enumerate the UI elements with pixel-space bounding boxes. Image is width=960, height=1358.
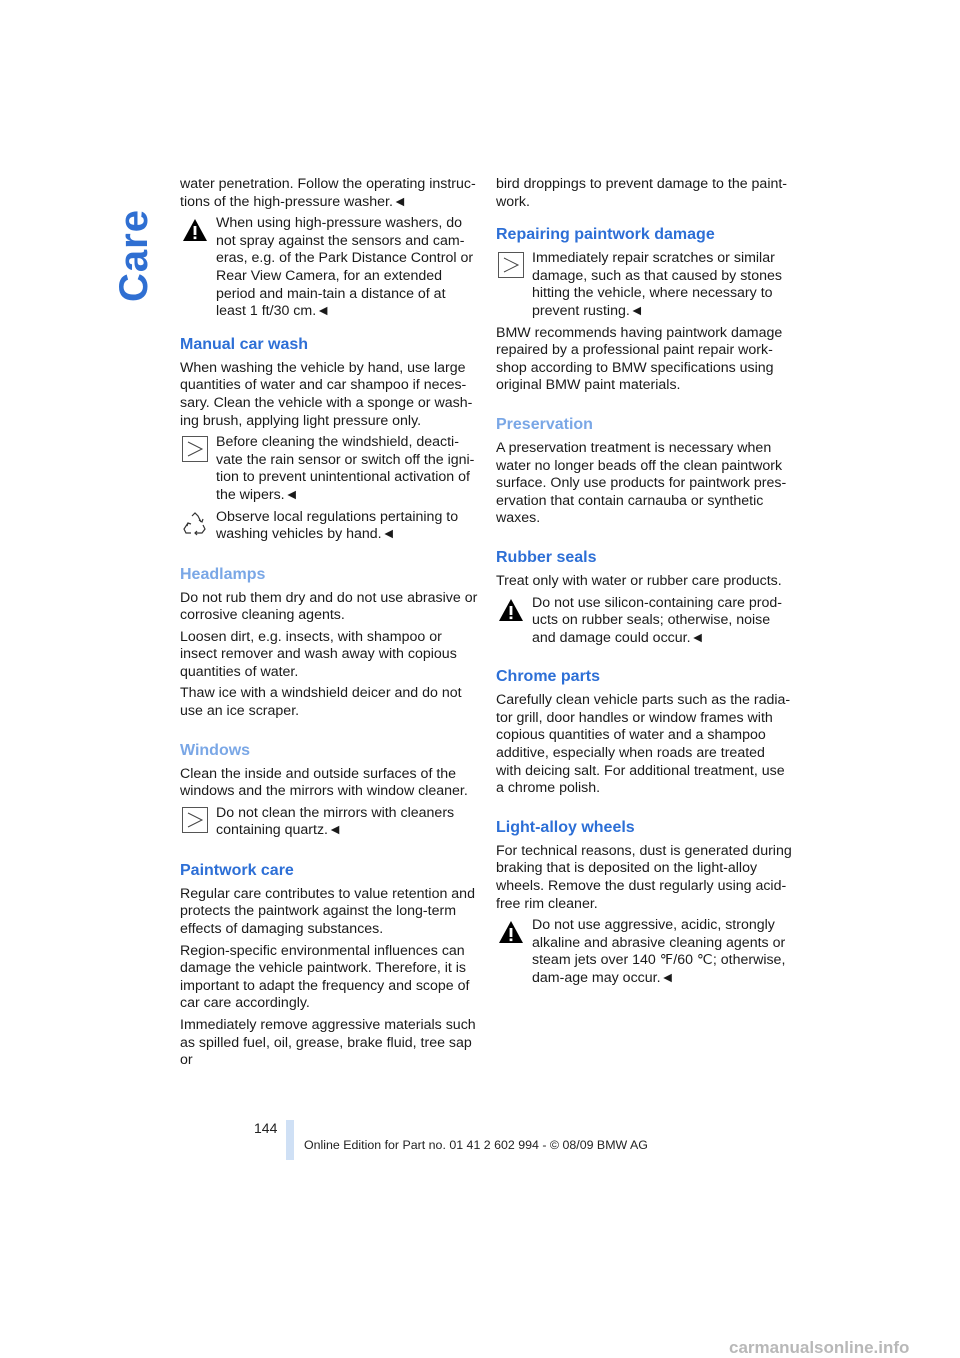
alloy-text: For technical reasons, dust is generated during braking that is deposited on the light-alloy wheels. Remove the dust regularly using acid-free rim cleaner. [496,842,792,912]
headlamps-text-2: Loosen dirt, e.g. insects, with shampoo or insect remover and wash away with copious quantities of water. [180,628,457,680]
heading-light-alloy-wheels: Light-alloy wheels [496,818,635,836]
windows-text: Clean the inside and outside surfaces of the windows and the mirrors with window cleaner. [180,765,468,800]
manual-wash-text: When washing the vehicle by hand, use large quantities of water and car shampoo if neces-sary. Clean the vehicle with a sponge or wash-ing brush, applying light pressure only. [180,359,473,429]
intro-text: water penetration. Follow the operating instruc-tions of the high-pressure washer.◄ [180,176,476,210]
heading-chrome-parts: Chrome parts [496,668,601,686]
continued-text: bird droppings to prevent damage to the paint-work. [496,176,788,210]
note-icon [182,807,208,833]
watermark: carmanualsonline.info [729,1338,910,1357]
paint-text-3: Immediately remove aggressive materials such as spilled fuel, oil, grease, brake fluid, tree sap or [180,1017,476,1069]
warning-note-rubber [496,595,794,648]
heading-repairing-paintwork: Repairing paintwork damage [496,226,715,244]
environment-text: Observe local regulations pertaining to washing vehicles by hand.◄ [216,508,459,543]
headlamps-text-1: Do not rub them dry and do not use abrasive or corrosive cleaning agents. [180,589,478,624]
warning-icon [498,597,524,623]
heading-manual-car-wash: Manual car wash [180,335,309,353]
heading-headlamps: Headlamps [180,565,266,583]
paint-text-2: Region-specific environmental influences can damage the vehicle paintwork. Therefore, it is important to adapt the frequency and scope of car care accordingly. [180,942,470,1012]
section-tab [112,209,156,314]
preservation-text: A preservation treatment is necessary when water no longer beads off the clean paintwork surface. Only use products for paintwork pres-ervation that contain carnauba or synthetic waxes. [496,439,787,527]
chrome-text: Carefully clean vehicle parts such as the radia-tor grill, door handles or window frames with copious quantities of water and a shampoo additive, especially when roads are treated with deicing salt. For additional treatment, use a chrome polish. [496,692,791,797]
warning-text: Do not use silicon-containing care prod-ucts on rubber seals; otherwise, noise and damage could occur.◄ [532,594,782,646]
info-note-repair [496,250,794,320]
rubber-text: Treat only with water or rubber care products. [496,572,782,589]
headlamps-text-3: Thaw ice with a windshield deicer and do not use an ice scraper. [180,685,462,720]
environment-note [180,509,478,545]
heading-windows: Windows [180,741,251,759]
heading-paintwork-care: Paintwork care [180,861,294,879]
paint-text-1: Regular care contributes to value retention and protects the paintwork against the long-term effects of damaging substances. [180,885,475,938]
warning-text: When using high-pressure washers, do not spray against the sensors and cam-eras, e.g. of the Park Distance Control or Rear View Camera, for an extended period and main-tain a distance of at least 1 ft/30 cm.◄ [216,215,474,320]
note-icon [498,252,524,278]
warning-text: Do not use aggressive, acidic, strongly alkaline and abrasive cleaning agents or steam jets over 140 ℉/60 ℃; otherwise, dam-age may occur.◄ [532,917,786,986]
section-tab-label: Care [112,209,156,302]
heading-preservation: Preservation [496,415,593,433]
info-note-windshield [180,434,478,504]
right-column [496,176,794,992]
footer-edition: Online Edition for Part no. 01 41 2 602 994 - © 08/09 BMW AG [304,1138,648,1152]
footer-bar [286,1120,294,1160]
note-text: Do not clean the mirrors with cleaners containing quartz.◄ [216,804,455,839]
warning-icon [182,217,208,243]
repair-text: BMW recommends having paintwork damage repaired by a professional paint repair work-shop according to BMW specifications using original BMW paint materials. [496,324,783,394]
note-icon [182,436,208,462]
warning-icon [498,919,524,945]
left-column [180,176,478,1074]
recycle-icon [182,511,208,537]
note-text: Immediately repair scratches or similar damage, such as that caused by stones hitting the vehicle, where necessary to prevent rusting.◄ [532,250,783,319]
warning-note-alloy [496,917,794,987]
heading-rubber-seals: Rubber seals [496,548,597,566]
page-number: 144 [254,1120,278,1136]
note-text: Before cleaning the windshield, deacti-vate the rain sensor or switch off the igni-tion to prevent unintentional activation of the wipers.◄ [216,434,475,503]
warning-note-pressure [180,215,478,321]
info-note-windows [180,805,478,841]
